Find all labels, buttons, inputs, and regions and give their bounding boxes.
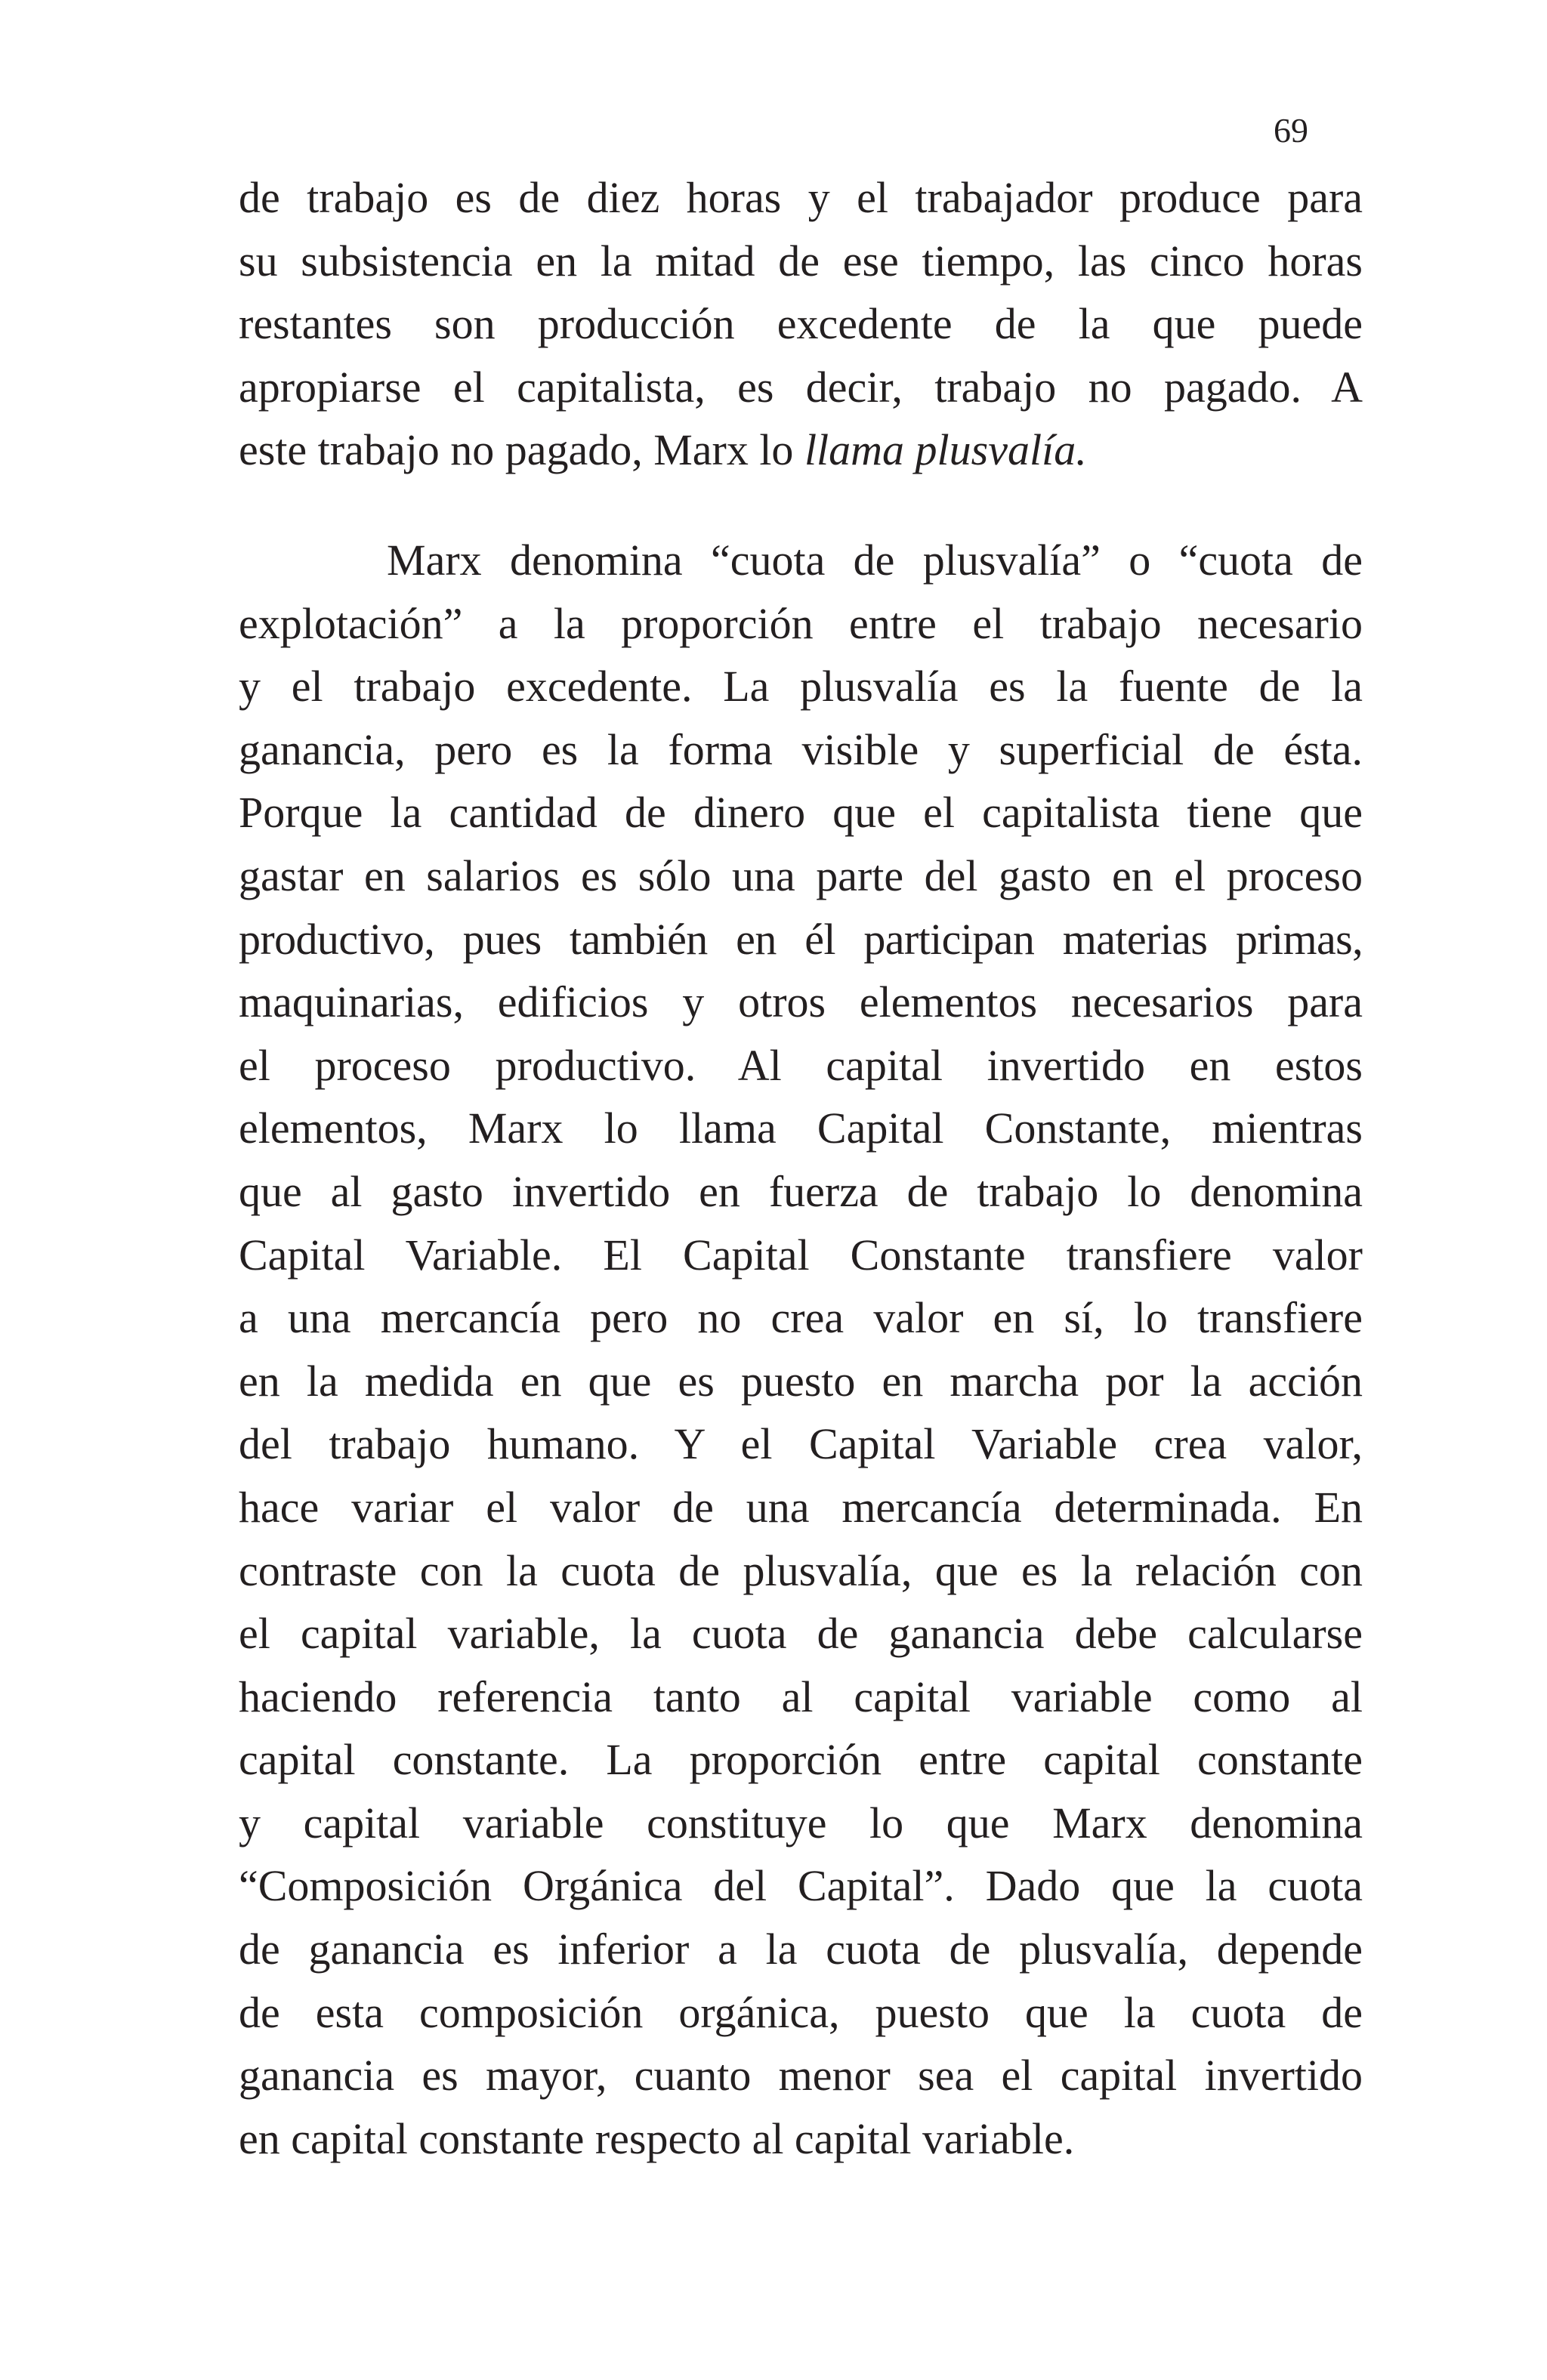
text-line: del trabajo humano. Y el Capital Variable crea valor,: [239, 1419, 1363, 1469]
text-line: Capital Variable. El Capital Constante transfiere valor: [239, 1230, 1363, 1280]
text-line: “Composición Orgánica del Capital”. Dado que la cuota: [239, 1861, 1363, 1911]
text-line: Marx denomina “cuota de plusvalía” o “cuota de: [387, 536, 1363, 585]
text-line: el proceso productivo. Al capital invertido en estos: [239, 1040, 1363, 1090]
text-line: hace variar el valor de una mercancía determinada. En: [239, 1482, 1363, 1532]
text-line: restantes son producción excedente de la que puede: [239, 299, 1363, 349]
text-line: en capital constante respecto al capital variable.: [239, 2113, 1075, 2163]
text-line: Porque la cantidad de dinero que el capitalista tiene que: [239, 788, 1363, 838]
text-line: gastar en salarios es sólo una parte del gasto en el proceso: [239, 850, 1363, 900]
text-line: el capital variable, la cuota de ganancia debe calcularse: [239, 1609, 1363, 1659]
text-line: a una mercancía pero no crea valor en sí, lo transfiere: [239, 1293, 1363, 1343]
text-line: capital constante. La proporción entre capital constante: [239, 1735, 1363, 1785]
text-line: explotación” a la proporción entre el trabajo necesario: [239, 598, 1363, 648]
text-line: en la medida en que es puesto en marcha por la acción: [239, 1356, 1363, 1406]
text-line: productivo, pues también en él participan materias primas,: [239, 914, 1363, 964]
text-line: contraste con la cuota de plusvalía, que es la relación con: [239, 1545, 1363, 1595]
text-line: su subsistencia en la mitad de ese tiempo, las cinco horas: [239, 236, 1363, 286]
text-line: y capital variable constituye lo que Marx denomina: [239, 1798, 1363, 1848]
page-number: 69: [1274, 111, 1308, 150]
text-line: maquinarias, edificios y otros elementos necesarios para: [239, 977, 1363, 1027]
text-line: de trabajo es de diez horas y el trabajador produce para: [239, 173, 1363, 222]
text-line: apropiarse el capitalista, es decir, trabajo no pagado. A: [239, 362, 1363, 412]
text-line: [239, 418, 1363, 482]
emphasized-term: llama plusvalía.: [804, 425, 1087, 475]
text-line: de esta composición orgánica, puesto que la cuota de: [239, 1987, 1363, 2037]
paragraph-2: [239, 529, 1363, 2170]
text-line: haciendo referencia tanto al capital variable como al: [239, 1672, 1363, 1721]
text-line: que al gasto invertido en fuerza de trabajo lo denomina: [239, 1166, 1363, 1216]
text-line: ganancia es mayor, cuanto menor sea el capital invertido: [239, 2051, 1363, 2101]
text-line: elementos, Marx lo llama Capital Constante, mientras: [239, 1104, 1363, 1153]
text-line: de ganancia es inferior a la cuota de plusvalía, depende: [239, 1925, 1363, 1974]
paragraph-1: [239, 166, 1363, 482]
text-line: y el trabajo excedente. La plusvalía es la fuente de la: [239, 662, 1363, 712]
text-segment: este trabajo no pagado, Marx lo: [239, 425, 804, 475]
text-line: ganancia, pero es la forma visible y superficial de ésta.: [239, 724, 1363, 774]
